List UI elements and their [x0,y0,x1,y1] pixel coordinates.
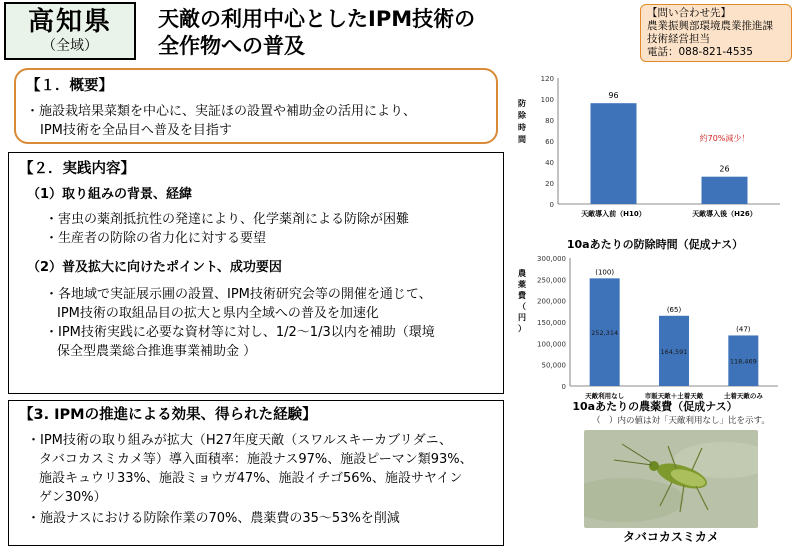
data-label: 164,591 [660,347,688,356]
points-item: IPM技術の取組品目の拡大と県内全域への普及を加速化 [57,306,379,321]
chart2-note: （ ）内の値は対「天敵利用なし」比を示す。 [592,416,770,426]
practice-heading: 【２．実践内容】 [19,161,135,177]
overview-section [14,68,498,144]
y-tick-label: 40 [545,159,554,167]
overview-heading: 【１．概要】 [26,78,113,94]
x-tick-label: 天敵導入後（H26） [692,210,757,218]
pesticide-cost-chart [510,246,796,422]
bar [702,177,748,204]
points-item: ・各地域で実証展示圃の設置、IPM技術研究会等の開催を通じて、 [45,287,432,302]
points-subheading: （2）普及拡大に向けたポイント、成功要因 [27,260,282,275]
y-tick-label: 200,000 [537,297,566,306]
chart2-title: 10aあたりの農薬費（促成ナス） [572,400,738,413]
prefecture-scope: （全域） [42,38,98,54]
points-item: 保全型農業総合推進事業補助金 ） [57,344,257,359]
y-tick-label: 300,000 [537,255,566,263]
y-axis-label-char: 間 [518,135,526,144]
ratio-label: (65) [666,305,682,314]
contact-line: 【問い合わせ先】 [647,7,731,19]
y-tick-label: 20 [545,180,554,188]
background-subheading: （1）取り組みの背景、経緯 [27,187,193,202]
y-axis-label-char: 除 [518,111,526,120]
prefecture-box [4,2,136,60]
y-axis-label-char: （ [518,302,526,311]
background-item: ・生産者の防除の省力化に対する要望 [45,231,267,246]
contact-line: 農業振興部環境農業推進課 [647,20,773,32]
y-tick-label: 150,000 [537,319,566,327]
data-label: 96 [608,91,619,101]
y-tick-label: 50,000 [541,361,566,370]
effects-line: 施設キュウリ33%、施設ミョウガ47%、施設イチゴ56%、施設サヤイン [39,471,463,486]
bar [591,103,637,204]
y-axis-label-char: 円 [518,313,526,322]
data-label: 252,314 [591,329,619,338]
insect-photo [584,430,758,528]
contact-line: 技術経営担当 [647,33,710,45]
ratio-label: (100) [595,268,615,277]
background-item: ・害虫の薬剤抵抗性の発達により、化学薬剤による防除が困難 [45,212,410,227]
x-tick-label: 土着天敵のみ [723,392,763,400]
y-tick-label: 0 [549,201,554,209]
prefecture-name: 高知県 [27,7,112,37]
x-tick-label: 市販天敵＋土着天敵 [644,392,704,400]
y-axis-label-char: 時 [518,123,526,132]
points-item: ・IPM技術実践に必要な資材等に対し、1/2～1/3以内を補助（環境 [45,325,435,340]
overview-text-2: IPM技術を全品目へ普及を目指す [40,123,232,138]
y-tick-label: 60 [545,138,554,146]
title-line-1: 天敵の利用中心としたIPM技術の [158,7,476,31]
y-tick-label: 0 [561,383,566,391]
pest-control-time-chart [510,66,796,242]
y-tick-label: 120 [540,75,554,83]
effects-line: ・施設ナスにおける防除作業の70%、農薬費の35～53%を削減 [27,511,400,526]
contact-line: 電話：088-821-4535 [647,46,753,58]
title-line-2: 全作物への普及 [158,34,305,58]
y-tick-label: 250,000 [537,276,566,285]
y-tick-label: 80 [545,117,554,125]
x-tick-label: 天敵利用なし [585,392,625,400]
chart1-title: 10aあたりの防除時間（促成ナス） [566,238,744,251]
ratio-label: (47) [736,325,751,334]
effects-line: タバコカスミカメ等）導入面積率：施設ナス97%、施設ピーマン類93%、 [39,452,473,467]
effects-heading: 【3. IPMの推進による効果、得られた経験】 [19,407,317,423]
data-label: 26 [719,164,730,174]
y-axis-label-char: 費 [518,291,526,300]
photo-caption: タバコカスミカメ [623,530,719,544]
page-title [158,6,578,60]
practice-section [8,152,504,394]
contact-box [640,4,792,62]
effects-line: ・IPM技術の取り組みが拡大（H27年度天敵（スワルスキーカブリダニ、 [27,433,453,448]
y-axis-label-char: ） [518,324,526,333]
y-axis-label-char: 防 [518,99,526,108]
y-axis-label-char: 薬 [518,280,526,289]
chart-annotation: 約70%減少！ [699,134,750,143]
effects-section [8,400,504,546]
y-tick-label: 100 [540,96,554,104]
y-axis-label [518,98,527,144]
data-label: 118,469 [729,357,757,366]
y-axis-label [518,268,527,333]
y-axis-label-char: 農 [518,269,526,278]
y-tick-label: 100,000 [537,340,566,349]
overview-text-1: ・施設栽培果菜類を中心に、実証ほの設置や補助金の活用により、 [26,104,417,119]
effects-line: ゲン30%） [39,490,107,505]
x-tick-label: 天敵導入前（H10） [581,210,646,218]
